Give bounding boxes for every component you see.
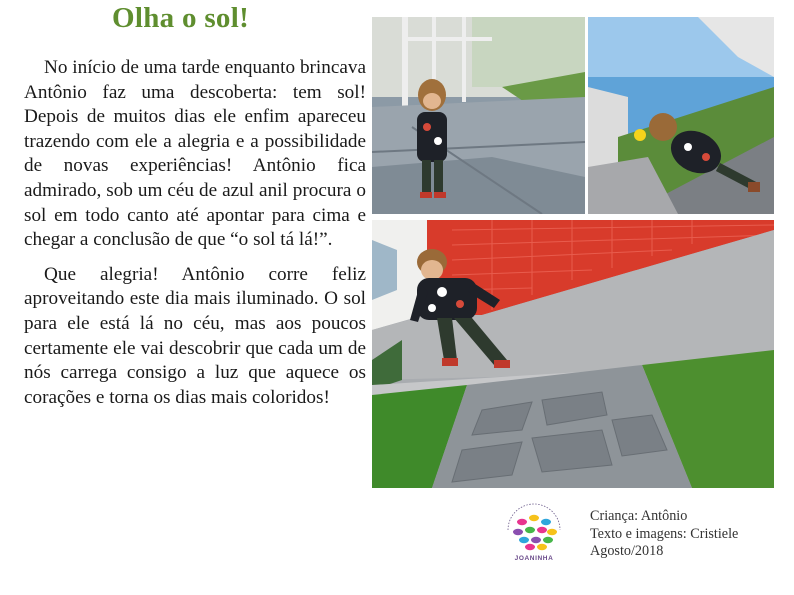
logo-dot bbox=[531, 537, 541, 543]
child-pointing-up-photo bbox=[588, 17, 774, 214]
logo-dot bbox=[537, 544, 547, 550]
credit-author: Texto e imagens: Cristiele bbox=[590, 525, 739, 542]
credits bbox=[590, 508, 738, 561]
logo-dot bbox=[543, 537, 553, 543]
logo-dot bbox=[537, 527, 547, 533]
logo-dot bbox=[525, 527, 535, 533]
paragraph-1: No início de uma tarde enquanto brincava Antônio faz uma descoberta: tem sol! Depois de muitos dias ele enfim apareceu trazendo com ele a alegria e a possibilidade de novas experiências! Antônio fica admirado, sob um céu de azul anil procura o sol em todo canto até apontar para cima e chegar a conclusão de que “o sol tá lá!”. bbox=[24, 57, 366, 251]
credit-date: Agosto/2018 bbox=[590, 543, 664, 559]
logo-dot bbox=[529, 515, 539, 521]
logo-dot bbox=[525, 544, 535, 550]
page-title: Olha o sol! bbox=[112, 2, 250, 34]
child-looking-around-photo bbox=[372, 17, 585, 214]
joaninha-logo bbox=[498, 500, 570, 564]
logo-dot bbox=[519, 537, 529, 543]
credit-child: Criança: Antônio bbox=[590, 508, 688, 524]
child-running-photo bbox=[372, 220, 774, 488]
logo-dot bbox=[513, 529, 523, 535]
story-text bbox=[24, 56, 366, 420]
logo-wordmark: JOANINHA bbox=[514, 555, 554, 562]
logo-dot bbox=[547, 529, 557, 535]
logo-dot bbox=[517, 519, 527, 525]
paragraph-2: Que alegria! Antônio corre feliz aproveitando este dia mais iluminado. O sol para ele está lá no céu, mas aos poucos certamente ele vai descobrir que cada um de nós carrega consigo a luz que aquece os corações e torna os dias mais coloridos! bbox=[24, 263, 366, 408]
logo-dot bbox=[541, 519, 551, 525]
